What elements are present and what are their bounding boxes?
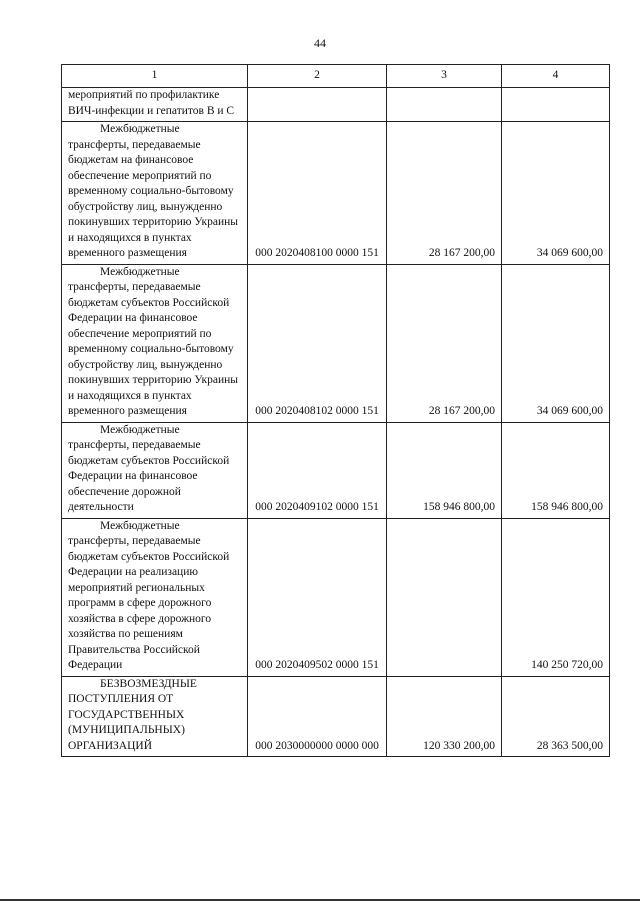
row-name-first-line: Межбюджетные <box>100 265 180 278</box>
bottom-scan-edge <box>0 899 640 901</box>
row-name <box>62 264 248 422</box>
row-code: 000 2020408100 0000 151 <box>248 122 387 265</box>
row-name-first-line: БЕЗВОЗМЕЗДНЫЕ <box>100 677 197 690</box>
table-row <box>62 264 610 422</box>
table-row <box>62 676 610 757</box>
column-header-1: 1 <box>62 65 248 88</box>
table-row <box>62 122 610 265</box>
row-value-col3: 158 946 800,00 <box>387 422 502 518</box>
row-value-col3: 28 167 200,00 <box>387 122 502 265</box>
row-name-rest: трансферты, передаваемые бюджетам субъектов Российской Федерации на финансовое обеспечение дорожной деятельности <box>68 439 230 513</box>
row-value-col3 <box>387 88 502 122</box>
row-value-col3: 120 330 200,00 <box>387 676 502 757</box>
table-row <box>62 422 610 518</box>
column-header-3: 3 <box>387 65 502 88</box>
row-name-rest: трансферты, передаваемые бюджетам субъектов Российской Федерации на финансовое обеспечение мероприятий по временному социально-бытовому обустройству лиц, вынужденно покинувших территорию Украины и находящихся в пунктах временного размещения <box>68 281 239 417</box>
row-value-col4: 34 069 600,00 <box>502 264 610 422</box>
row-code: 000 2030000000 0000 000 <box>248 676 387 757</box>
row-name-rest: ПОСТУПЛЕНИЯ ОТ ГОСУДАРСТВЕННЫХ (МУНИЦИПАЛЬНЫХ) ОРГАНИЗАЦИЙ <box>68 693 185 752</box>
row-name <box>62 122 248 265</box>
row-value-col4 <box>502 88 610 122</box>
row-name-first-line: Межбюджетные <box>100 519 180 532</box>
row-value-col3: 28 167 200,00 <box>387 264 502 422</box>
table-header-row <box>62 65 610 88</box>
row-name <box>62 518 248 676</box>
column-header-4: 4 <box>502 65 610 88</box>
row-value-col4: 34 069 600,00 <box>502 122 610 265</box>
row-code: 000 2020409102 0000 151 <box>248 422 387 518</box>
row-code: 000 2020408102 0000 151 <box>248 264 387 422</box>
page-number: 44 <box>314 36 326 50</box>
budget-revenue-table <box>61 64 610 757</box>
row-name-first-line: Межбюджетные <box>100 423 180 436</box>
row-name-first-line: Межбюджетные <box>100 123 180 135</box>
row-code <box>248 88 387 122</box>
row-value-col4: 158 946 800,00 <box>502 422 610 518</box>
row-name-rest: трансферты, передаваемые бюджетам субъектов Российской Федерации на реализацию мероприятий региональных программ в сфере дорожного хозяйства в сфере дорожного хозяйства по решениям Правительства Российской Федерации <box>68 535 230 671</box>
column-header-2: 2 <box>248 65 387 88</box>
table-row <box>62 518 610 676</box>
table-row-continuation <box>62 88 610 122</box>
row-name-continuation: мероприятий по профилактике ВИЧ-инфекции и гепатитов В и С <box>62 88 248 122</box>
row-name <box>62 422 248 518</box>
row-value-col4: 28 363 500,00 <box>502 676 610 757</box>
row-value-col3 <box>387 518 502 676</box>
row-code: 000 2020409502 0000 151 <box>248 518 387 676</box>
row-value-col4: 140 250 720,00 <box>502 518 610 676</box>
row-name-rest: трансферты, передаваемые бюджетам на финансовое обеспечение мероприятий по временному социально-бытовому обустройству лиц, вынужденно покинувших территорию Украины и находящихся в пунктах временного размещения <box>68 138 239 259</box>
row-name <box>62 676 248 757</box>
